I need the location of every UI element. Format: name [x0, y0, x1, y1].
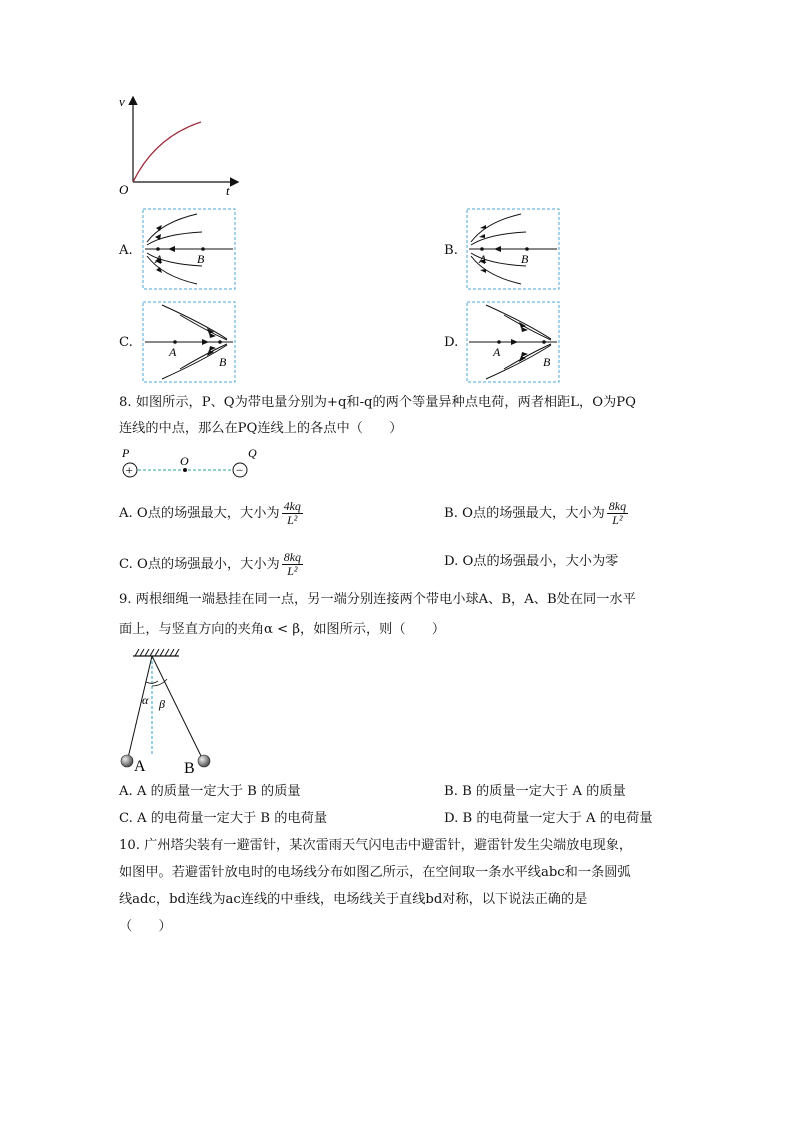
vt-curve: [133, 122, 201, 182]
alpha-label: α: [142, 693, 149, 707]
q9-stem-line1: 9. 两根细绳一端悬挂在同一点，另一端分别连接两个带电小球A、B，A、B处在同一水平: [119, 592, 636, 607]
q8-charge-figure: [118, 446, 268, 480]
minus-sign: −: [236, 462, 244, 478]
option-a-label: A.: [119, 243, 133, 258]
option-c-label: C.: [119, 335, 133, 350]
q9-option-b[interactable]: B. B 的质量一定大于 A 的质量: [444, 784, 626, 799]
point-a-label: A: [155, 252, 163, 266]
point-b-label: B: [543, 355, 551, 369]
q8-option-c[interactable]: C. O点的场强最小，大小为 $\frac{8kq}{\text{L²}}$: [119, 550, 302, 578]
q10-stem-line3: 线adc，bd连线为ac连线的中垂线，电场线关于直线bd对称，以下说法正确的是: [119, 892, 588, 907]
v-axis-label: v: [119, 94, 125, 109]
point-b-label: B: [521, 252, 529, 266]
q9-stem-line2: 面上，与竖直方向的夹角α < β，如图所示，则（ ）: [119, 622, 446, 637]
ball-a-label: A: [134, 758, 146, 774]
ball-b: [198, 755, 210, 767]
q9-option-c[interactable]: C. A 的电荷量一定大于 B 的电荷量: [119, 811, 328, 826]
field-diagram-c: [142, 301, 236, 383]
field-diagram-d: [466, 301, 560, 383]
field-diagram-b: [466, 208, 560, 290]
ball-a: [121, 755, 133, 767]
q8-option-d[interactable]: D. O点的场强最小，大小为零: [444, 554, 619, 569]
vt-graph: [115, 92, 245, 197]
option-d-label: D.: [444, 335, 459, 350]
q9-option-d[interactable]: D. B 的电荷量一定大于 A 的电荷量: [444, 811, 653, 826]
string-a: [128, 656, 152, 758]
q10-stem-line2: 如图甲。若避雷针放电时的电场线分布如图乙所示，在空间取一条水平线abc和一条圆弧: [119, 865, 631, 880]
q10-stem-line1: 10. 广州塔尖装有一避雷针，某次雷雨天气闪电击中避雷针，避雷针发生尖端放电现象，: [119, 838, 633, 853]
beta-label: β: [159, 697, 165, 711]
field-diagram-a: [142, 208, 236, 290]
midpoint-o-dot: [183, 468, 187, 472]
q8-stem-line1: 8. 如图所示，P、Q为带电量分别为+q和-q的两个等量异种点电荷，两者相距L，O为PQ: [119, 395, 636, 410]
ball-b-label: B: [184, 760, 195, 774]
q9-option-a[interactable]: A. A 的质量一定大于 B 的质量: [119, 784, 301, 799]
point-b-label: B: [197, 252, 205, 266]
q8-option-b[interactable]: B. O点的场强最大，大小为 $\frac{8kq}{\text{L²}}$: [444, 499, 627, 527]
point-b-label: B: [219, 355, 227, 369]
q10-stem-line4: （ ）: [119, 919, 172, 934]
point-a-label: A: [479, 252, 487, 266]
point-a-label: A: [169, 345, 177, 359]
q8-stem-line2: 连线的中点，那么在PQ连线上的各点中（ ）: [119, 421, 403, 436]
q8-option-a[interactable]: A. O点的场强最大，大小为 $\frac{4kq}{\text{L²}}$: [119, 499, 301, 527]
charge-q-label: Q: [248, 446, 257, 460]
option-b-label: B.: [444, 243, 458, 258]
midpoint-o-label: O: [180, 454, 189, 468]
charge-p-label: P: [122, 446, 130, 460]
point-a-label: A: [493, 345, 501, 359]
origin-label: O: [119, 182, 129, 197]
plus-sign: +: [125, 462, 133, 478]
t-axis-label: t: [226, 183, 230, 197]
q9-pendulum-figure: [115, 646, 225, 774]
